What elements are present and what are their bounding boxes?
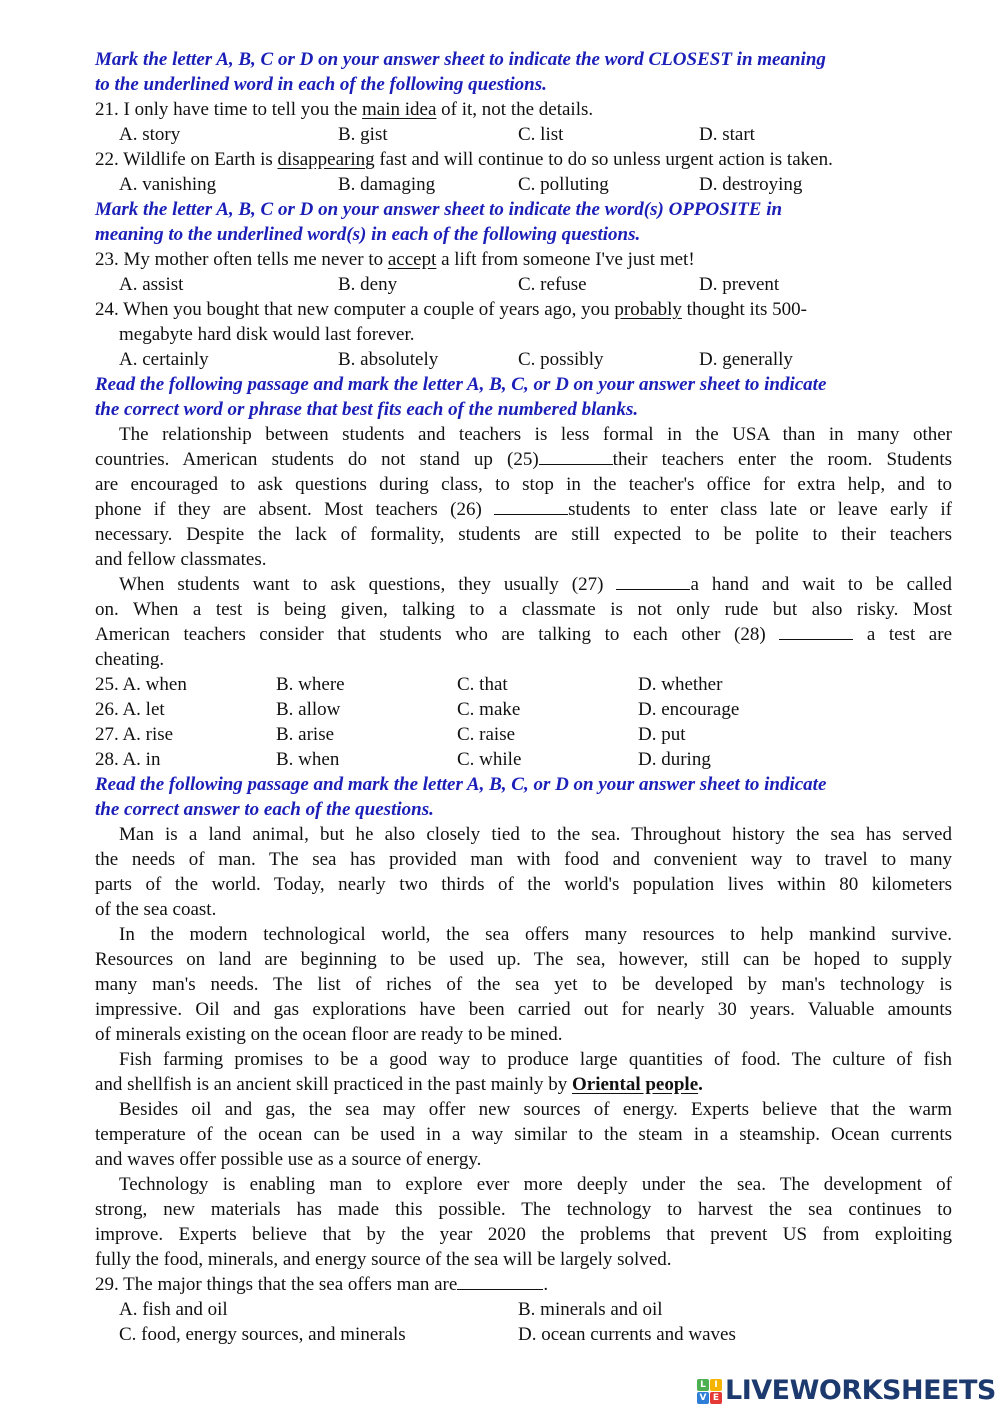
option-c[interactable]: C. list bbox=[518, 124, 564, 145]
option-b[interactable]: B. where bbox=[276, 674, 345, 695]
option-d[interactable]: D. generally bbox=[699, 349, 793, 370]
option-c[interactable]: C. while bbox=[457, 749, 522, 770]
passage-text: countries. American students do not stand up (25) bbox=[95, 449, 539, 470]
option-c[interactable]: C. make bbox=[457, 699, 521, 720]
blank-26[interactable] bbox=[494, 497, 568, 515]
question-26-options bbox=[95, 697, 952, 722]
underlined-word: probably bbox=[614, 299, 682, 320]
option-a[interactable]: A. story bbox=[119, 124, 181, 145]
underlined-word: accept bbox=[387, 249, 437, 270]
question-25-options bbox=[95, 672, 952, 697]
passage-text: their teachers enter the room. Students bbox=[612, 449, 952, 470]
passage-line: fully the food, minerals, and energy source of the sea will be largely solved. bbox=[95, 1249, 672, 1270]
passage-line: Besides oil and gas, the sea may offer new sources of energy. Experts believe that the warm bbox=[119, 1099, 952, 1120]
option-a[interactable]: A. certainly bbox=[119, 349, 209, 370]
question-21-options bbox=[95, 122, 952, 147]
instruction-line: Mark the letter A, B, C or D on your answer sheet to indicate the word CLOSEST in meaning bbox=[95, 49, 826, 70]
instruction-line: to the underlined word in each of the following questions. bbox=[95, 74, 547, 95]
option-b[interactable]: B. damaging bbox=[338, 174, 436, 195]
question-23 bbox=[95, 247, 952, 272]
option-d[interactable]: D. prevent bbox=[699, 274, 780, 295]
passage-line bbox=[95, 622, 952, 647]
passage-text: a hand and wait to be called bbox=[690, 574, 952, 595]
instruction-line: the correct word or phrase that best fits each of the numbered blanks. bbox=[95, 399, 639, 420]
passage-line: of the sea coast. bbox=[95, 899, 217, 920]
instruction-line: Mark the letter A, B, C or D on your answer sheet to indicate the word(s) OPPOSITE in bbox=[95, 199, 783, 220]
option-a[interactable]: A. assist bbox=[119, 274, 184, 295]
question-text: fast and will continue to do so unless urgent action is taken. bbox=[374, 149, 833, 170]
instruction-line: the correct answer to each of the questions. bbox=[95, 799, 434, 820]
passage-line: Fish farming promises to be a good way to produce large quantities of food. The culture of fish bbox=[119, 1049, 952, 1070]
blank-29[interactable] bbox=[457, 1272, 543, 1290]
passage-line bbox=[95, 447, 952, 472]
question-21 bbox=[95, 97, 952, 122]
underlined-word: disappearing bbox=[277, 149, 375, 170]
cloze-passage bbox=[95, 422, 952, 672]
passage-line: Technology is enabling man to explore ever more deeply under the sea. The development of bbox=[119, 1174, 952, 1195]
question-22-options bbox=[95, 172, 952, 197]
option-b[interactable]: B. absolutely bbox=[338, 349, 439, 370]
option-b[interactable]: B. gist bbox=[338, 124, 388, 145]
passage-line: improve. Experts believe that by the year 2020 the problems that prevent US from exploiting bbox=[95, 1224, 952, 1245]
passage-line: The relationship between students and teachers is less formal in the USA than in many other bbox=[119, 424, 952, 445]
question-24-continuation: megabyte hard disk would last forever. bbox=[119, 324, 415, 345]
highlighted-phrase: Oriental people bbox=[572, 1074, 699, 1095]
question-27-options bbox=[95, 722, 952, 747]
question-text: 24. When you bought that new computer a couple of years ago, you bbox=[95, 299, 615, 320]
question-22 bbox=[95, 147, 952, 172]
passage-line: temperature of the ocean can be used in a way similar to the steam in a steamship. Ocean currents bbox=[95, 1124, 952, 1145]
option-d[interactable]: D. destroying bbox=[699, 174, 803, 195]
passage-text: and shellfish is an ancient skill practiced in the past mainly by bbox=[95, 1074, 572, 1095]
question-text: 23. My mother often tells me never to bbox=[95, 249, 388, 270]
option-a[interactable]: 26. A. let bbox=[95, 699, 165, 720]
option-d[interactable]: D. start bbox=[699, 124, 755, 145]
antonyms-instruction bbox=[95, 197, 952, 247]
option-b[interactable]: B. arise bbox=[276, 724, 335, 745]
passage-line: the needs of man. The sea has provided man with food and convenient way to travel to many bbox=[95, 849, 952, 870]
logo-square-e: E bbox=[710, 1392, 722, 1404]
passage-line bbox=[95, 1072, 952, 1097]
passage-line: In the modern technological world, the sea offers many resources to help mankind survive. bbox=[119, 924, 952, 945]
passage-line: cheating. bbox=[95, 649, 165, 670]
question-text: of it, not the details. bbox=[436, 99, 594, 120]
option-c[interactable]: C. polluting bbox=[518, 174, 609, 195]
instruction-line: Read the following passage and mark the letter A, B, C, or D on your answer sheet to indicate bbox=[95, 374, 827, 395]
question-23-options bbox=[95, 272, 952, 297]
passage-line: of minerals existing on the ocean floor are ready to be mined. bbox=[95, 1024, 563, 1045]
question-28-options bbox=[95, 747, 952, 772]
passage-line: necessary. Despite the lack of formality, students are still expected to be polite to their teachers bbox=[95, 524, 952, 545]
passage-line: parts of the world. Today, nearly two thirds of the world's population lives within 80 kilometers bbox=[95, 874, 952, 895]
option-c[interactable]: C. possibly bbox=[518, 349, 604, 370]
liveworksheets-logo bbox=[697, 1377, 996, 1405]
cloze-instruction bbox=[95, 372, 952, 422]
option-d[interactable]: D. whether bbox=[638, 674, 723, 695]
passage-line: and waves offer possible use as a source of energy. bbox=[95, 1149, 482, 1170]
passage-line: impressive. Oil and gas explorations have been carried out for nearly 30 years. Valuable amounts bbox=[95, 999, 952, 1020]
logo-text: LIVEWORKSHEETS bbox=[725, 1375, 996, 1406]
passage-line bbox=[95, 497, 952, 522]
question-29 bbox=[95, 1272, 952, 1297]
option-c[interactable]: C. raise bbox=[457, 724, 516, 745]
question-text: a lift from someone I've just met! bbox=[436, 249, 695, 270]
passage-line: and fellow classmates. bbox=[95, 549, 267, 570]
question-text: thought its 500- bbox=[681, 299, 808, 320]
option-d[interactable]: D. ocean currents and waves bbox=[518, 1324, 736, 1345]
option-d[interactable]: D. encourage bbox=[638, 699, 740, 720]
question-text: . bbox=[543, 1274, 549, 1295]
reading-passage bbox=[95, 822, 952, 1272]
blank-25[interactable] bbox=[539, 447, 613, 465]
option-c[interactable]: C. refuse bbox=[518, 274, 587, 295]
passage-line: on. When a test is being given, talking to a classmate is not only rude but also risky. Most bbox=[95, 599, 952, 620]
passage-line: strong, new materials has made this possible. The technology to harvest the sea continues to bbox=[95, 1199, 952, 1220]
option-b[interactable]: B. deny bbox=[338, 274, 398, 295]
option-b[interactable]: B. when bbox=[276, 749, 340, 770]
logo-square-v: V bbox=[697, 1392, 709, 1404]
option-a[interactable]: A. vanishing bbox=[119, 174, 217, 195]
passage-line: are encouraged to ask questions during class, to stop in the teacher's office for extra help, and to bbox=[95, 474, 952, 495]
option-a[interactable]: 27. A. rise bbox=[95, 724, 174, 745]
logo-square-l: L bbox=[697, 1379, 709, 1391]
passage-text: a test are bbox=[853, 624, 952, 645]
passage-line bbox=[95, 572, 952, 597]
logo-square-i: I bbox=[710, 1379, 722, 1391]
option-d[interactable]: D. put bbox=[638, 724, 686, 745]
option-a[interactable]: A. fish and oil bbox=[119, 1299, 228, 1320]
instruction-line: Read the following passage and mark the letter A, B, C, or D on your answer sheet to indicate bbox=[95, 774, 827, 795]
question-24 bbox=[95, 297, 952, 322]
logo-squares-icon bbox=[697, 1379, 722, 1404]
worksheet-page bbox=[95, 47, 952, 1347]
passage-text: American teachers consider that students who are talking to each other (28) bbox=[95, 624, 780, 645]
passage-text: students to enter class late or leave early if bbox=[568, 499, 952, 520]
passage-text: phone if they are absent. Most teachers (26) bbox=[95, 499, 495, 520]
option-c[interactable]: C. food, energy sources, and minerals bbox=[119, 1324, 406, 1345]
blank-28[interactable] bbox=[779, 622, 853, 640]
option-c[interactable]: C. that bbox=[457, 674, 508, 695]
option-b[interactable]: B. minerals and oil bbox=[518, 1299, 663, 1320]
underlined-word: main idea bbox=[362, 99, 437, 120]
instruction-line: meaning to the underlined word(s) in each of the following questions. bbox=[95, 224, 641, 245]
blank-27[interactable] bbox=[616, 572, 690, 590]
passage-line: many man's needs. The list of riches of the sea yet to be developed by man's technology is bbox=[95, 974, 952, 995]
question-24-options bbox=[95, 347, 952, 372]
question-29-options-row2 bbox=[95, 1322, 952, 1347]
passage-line: Resources on land are beginning to be used up. The sea, however, still can be hoped to supply bbox=[95, 949, 952, 970]
synonyms-instruction bbox=[95, 47, 952, 97]
option-a[interactable]: 25. A. when bbox=[95, 674, 187, 695]
question-text: 22. Wildlife on Earth is bbox=[95, 149, 278, 170]
passage-text: When students want to ask questions, they usually (27) bbox=[119, 574, 617, 595]
question-text: 21. I only have time to tell you the bbox=[95, 99, 363, 120]
reading-instruction bbox=[95, 772, 952, 822]
passage-line: Man is a land animal, but he also closely tied to the sea. Throughout history the sea has served bbox=[119, 824, 952, 845]
option-b[interactable]: B. allow bbox=[276, 699, 341, 720]
question-text: 29. The major things that the sea offers man are bbox=[95, 1274, 458, 1295]
option-d[interactable]: D. during bbox=[638, 749, 711, 770]
passage-text: . bbox=[698, 1074, 703, 1095]
option-a[interactable]: 28. A. in bbox=[95, 749, 161, 770]
question-29-options-row1 bbox=[95, 1297, 952, 1322]
